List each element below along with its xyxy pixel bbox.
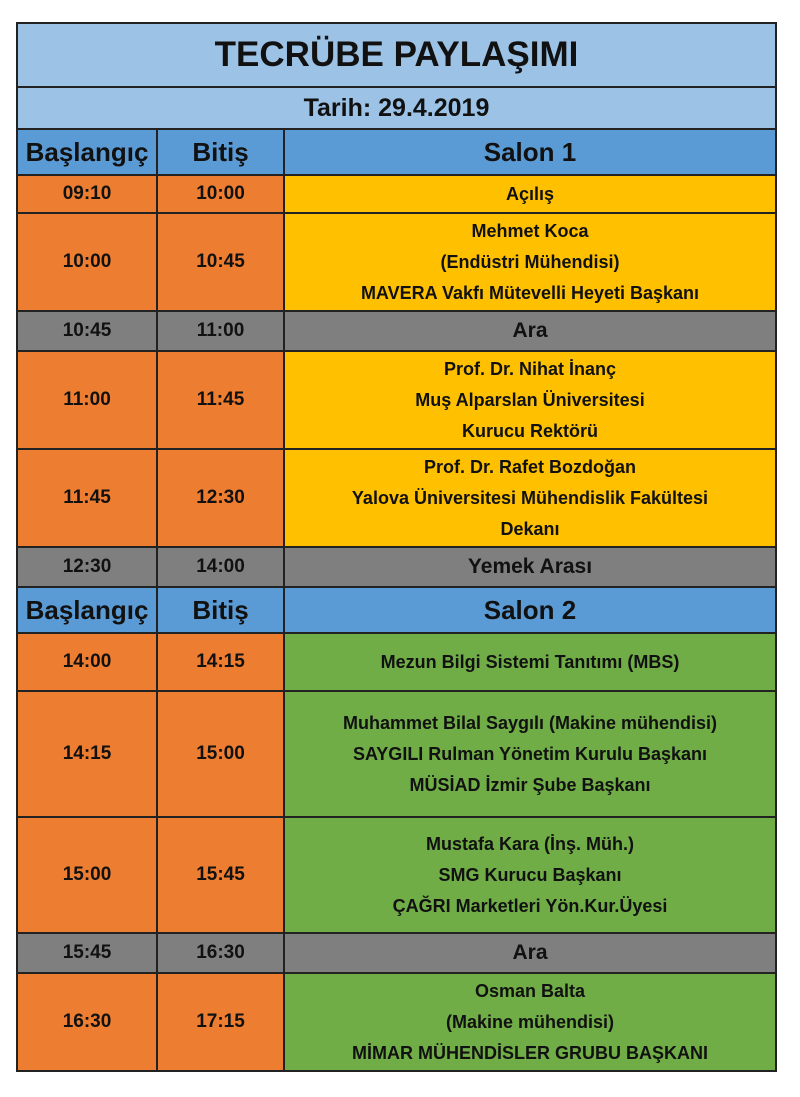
end-time: 15:45 [158, 818, 285, 932]
session-line: MAVERA Vakfı Mütevelli Heyeti Başkanı [360, 282, 700, 303]
session-line: Mezun Bilgi Sistemi Tanıtımı (MBS) [380, 651, 680, 672]
session-row [16, 634, 777, 692]
session-info [285, 818, 775, 932]
end-column-header: Bitiş [158, 130, 285, 174]
session-line: Prof. Dr. Rafet Bozdoğan [423, 456, 636, 477]
start-time: 10:45 [18, 312, 158, 350]
end-time: 10:45 [158, 214, 285, 310]
session-info [285, 974, 775, 1070]
session-info [285, 352, 775, 448]
start-time: 15:00 [18, 818, 158, 932]
session-line: Mustafa Kara (İnş. Müh.) [425, 833, 635, 854]
salon-2-header-row [16, 588, 777, 634]
break-label: Ara [285, 312, 775, 350]
start-time: 14:00 [18, 634, 158, 690]
end-time: 17:15 [158, 974, 285, 1070]
end-time: 10:00 [158, 176, 285, 212]
session-line: Muş Alparslan Üniversitesi [415, 389, 645, 410]
session-row [16, 974, 777, 1072]
start-time: 15:45 [18, 934, 158, 972]
break-row [16, 934, 777, 974]
break-row [16, 312, 777, 352]
end-time: 12:30 [158, 450, 285, 546]
session-row [16, 450, 777, 548]
title-row [16, 22, 777, 88]
date-row [16, 88, 777, 130]
session-row [16, 818, 777, 934]
break-label: Ara [285, 934, 775, 972]
session-row [16, 214, 777, 312]
start-time: 12:30 [18, 548, 158, 586]
session-line: Yalova Üniversitesi Mühendislik Fakültesi [351, 487, 709, 508]
session-line: SMG Kurucu Başkanı [438, 864, 622, 885]
session-line: Kurucu Rektörü [461, 420, 598, 441]
page-title: TECRÜBE PAYLAŞIMI [18, 24, 775, 86]
start-column-header: Başlangıç [18, 588, 158, 632]
session-line: Mehmet Koca [471, 220, 589, 241]
session-line: Dekanı [500, 518, 560, 539]
session-info [285, 214, 775, 310]
break-row [16, 548, 777, 588]
end-time: 11:45 [158, 352, 285, 448]
end-time: 11:00 [158, 312, 285, 350]
event-date: Tarih: 29.4.2019 [18, 88, 775, 128]
session-line: MİMAR MÜHENDİSLER GRUBU BAŞKANI [352, 1042, 708, 1063]
start-time: 16:30 [18, 974, 158, 1070]
start-time: 11:00 [18, 352, 158, 448]
session-row [16, 352, 777, 450]
session-line: ÇAĞRI Marketleri Yön.Kur.Üyesi [392, 895, 668, 916]
session-info [285, 176, 775, 212]
salon-1-header-row [16, 130, 777, 176]
session-info [285, 634, 775, 690]
session-info [285, 450, 775, 546]
end-time: 15:00 [158, 692, 285, 816]
start-time: 10:00 [18, 214, 158, 310]
break-label: Yemek Arası [285, 548, 775, 586]
session-row [16, 692, 777, 818]
session-line: Muhammet Bilal Saygılı (Makine mühendisi) [342, 712, 718, 733]
session-line: Prof. Dr. Nihat İnanç [443, 358, 617, 379]
start-time: 14:15 [18, 692, 158, 816]
end-time: 16:30 [158, 934, 285, 972]
session-line: Osman Balta [474, 980, 586, 1001]
session-info [285, 692, 775, 816]
session-line: Açılış [505, 183, 555, 204]
end-time: 14:15 [158, 634, 285, 690]
session-line: (Makine mühendisi) [445, 1011, 615, 1032]
session-line: (Endüstri Mühendisi) [440, 251, 620, 272]
session-row [16, 176, 777, 214]
start-time: 09:10 [18, 176, 158, 212]
session-line: MÜSİAD İzmir Şube Başkanı [409, 774, 651, 795]
end-column-header: Bitiş [158, 588, 285, 632]
session-line: SAYGILI Rulman Yönetim Kurulu Başkanı [352, 743, 708, 764]
room-header: Salon 2 [285, 588, 775, 632]
start-column-header: Başlangıç [18, 130, 158, 174]
start-time: 11:45 [18, 450, 158, 546]
end-time: 14:00 [158, 548, 285, 586]
room-header: Salon 1 [285, 130, 775, 174]
schedule-table [16, 22, 777, 1072]
